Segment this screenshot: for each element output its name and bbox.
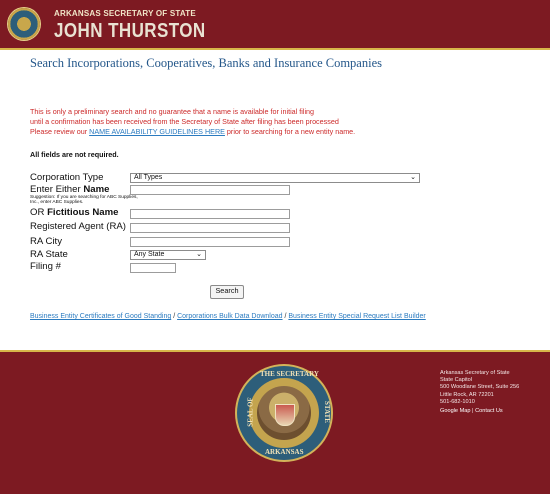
site-header: [0, 0, 550, 50]
address-line: Little Rock, AR 72201: [440, 391, 494, 398]
seal-bottom-text: ARKANSAS: [265, 448, 304, 456]
related-links: [30, 313, 426, 320]
google-map-link[interactable]: Google Map: [440, 408, 471, 415]
warning-text: [30, 107, 530, 137]
state-label: RA State: [30, 249, 68, 260]
warning-line-2: until a confirmation has been received from the Secretary of State after filing has been processed: [30, 117, 339, 126]
address-line: State Capitol: [440, 377, 473, 384]
bulk-download-link[interactable]: Corporations Bulk Data Download: [177, 313, 283, 320]
header-org: ARKANSAS SECRETARY OF STATE: [54, 9, 196, 18]
ra-state-value: Any State: [134, 251, 165, 258]
chevron-down-icon: ⌄: [410, 174, 416, 181]
fictitious-label: OR Fictitious Name: [30, 207, 119, 218]
separator: /: [282, 313, 289, 320]
phone-number: 501-682-1010: [440, 398, 475, 405]
warning-post: prior to searching for a new entity name.: [224, 127, 356, 136]
name-guidelines-link[interactable]: NAME AVAILABILITY GUIDELINES HERE: [89, 127, 225, 136]
contact-us-link[interactable]: Contact Us: [475, 408, 503, 415]
warning-line-3: [30, 127, 530, 137]
separator: /: [171, 313, 178, 320]
ra-state-select[interactable]: [130, 250, 206, 260]
footer-links: [440, 408, 519, 415]
warning-pre: Please review our: [30, 127, 90, 136]
footer-address: [440, 370, 519, 415]
name-input[interactable]: [130, 185, 290, 195]
corp-type-value: All Types: [134, 174, 163, 181]
chevron-down-icon: ⌄: [196, 251, 202, 258]
city-label: RA City: [30, 236, 62, 247]
address-line: Arkansas Secretary of State: [440, 370, 510, 376]
ra-city-input[interactable]: [130, 237, 290, 247]
certificates-link[interactable]: Business Entity Certificates of Good Standing: [30, 313, 172, 320]
page-title: Search Incorporations, Cooperatives, Banks and Insurance Companies: [30, 56, 382, 70]
fictitious-name-input[interactable]: [130, 209, 290, 219]
search-suggestion: Suggestion: If you are searching for ABC Supplies, Inc., enter ABC Supplies.: [30, 195, 138, 206]
state-seal-icon[interactable]: [8, 8, 40, 40]
filing-label: Filing #: [30, 261, 61, 272]
required-note: All fields are not required.: [30, 150, 119, 159]
corp-type-label: Corporation Type: [30, 172, 104, 183]
header-name: JOHN THURSTON: [54, 20, 206, 42]
corp-type-select[interactable]: [130, 173, 420, 183]
warning-line-1: This is only a preliminary search and no guarantee that a name is available for initial filing: [30, 107, 315, 116]
seal-left-text: SEAL OF: [246, 397, 255, 427]
address-line: 500 Woodlane Street, Suite 256: [440, 384, 520, 391]
filing-number-input[interactable]: [130, 263, 176, 273]
agent-label: Registered Agent (RA): [30, 221, 126, 232]
footer-divider: |: [472, 408, 474, 415]
seal-top-text: THE SECRETARY: [260, 370, 319, 378]
shield-icon: [275, 404, 295, 426]
special-request-link[interactable]: Business Entity Special Request List Builder: [288, 313, 426, 320]
registered-agent-input[interactable]: [130, 223, 290, 233]
search-button[interactable]: Search: [210, 285, 244, 299]
seal-right-text: STATE: [322, 401, 331, 423]
name-label: Enter Either Name: [30, 184, 110, 195]
